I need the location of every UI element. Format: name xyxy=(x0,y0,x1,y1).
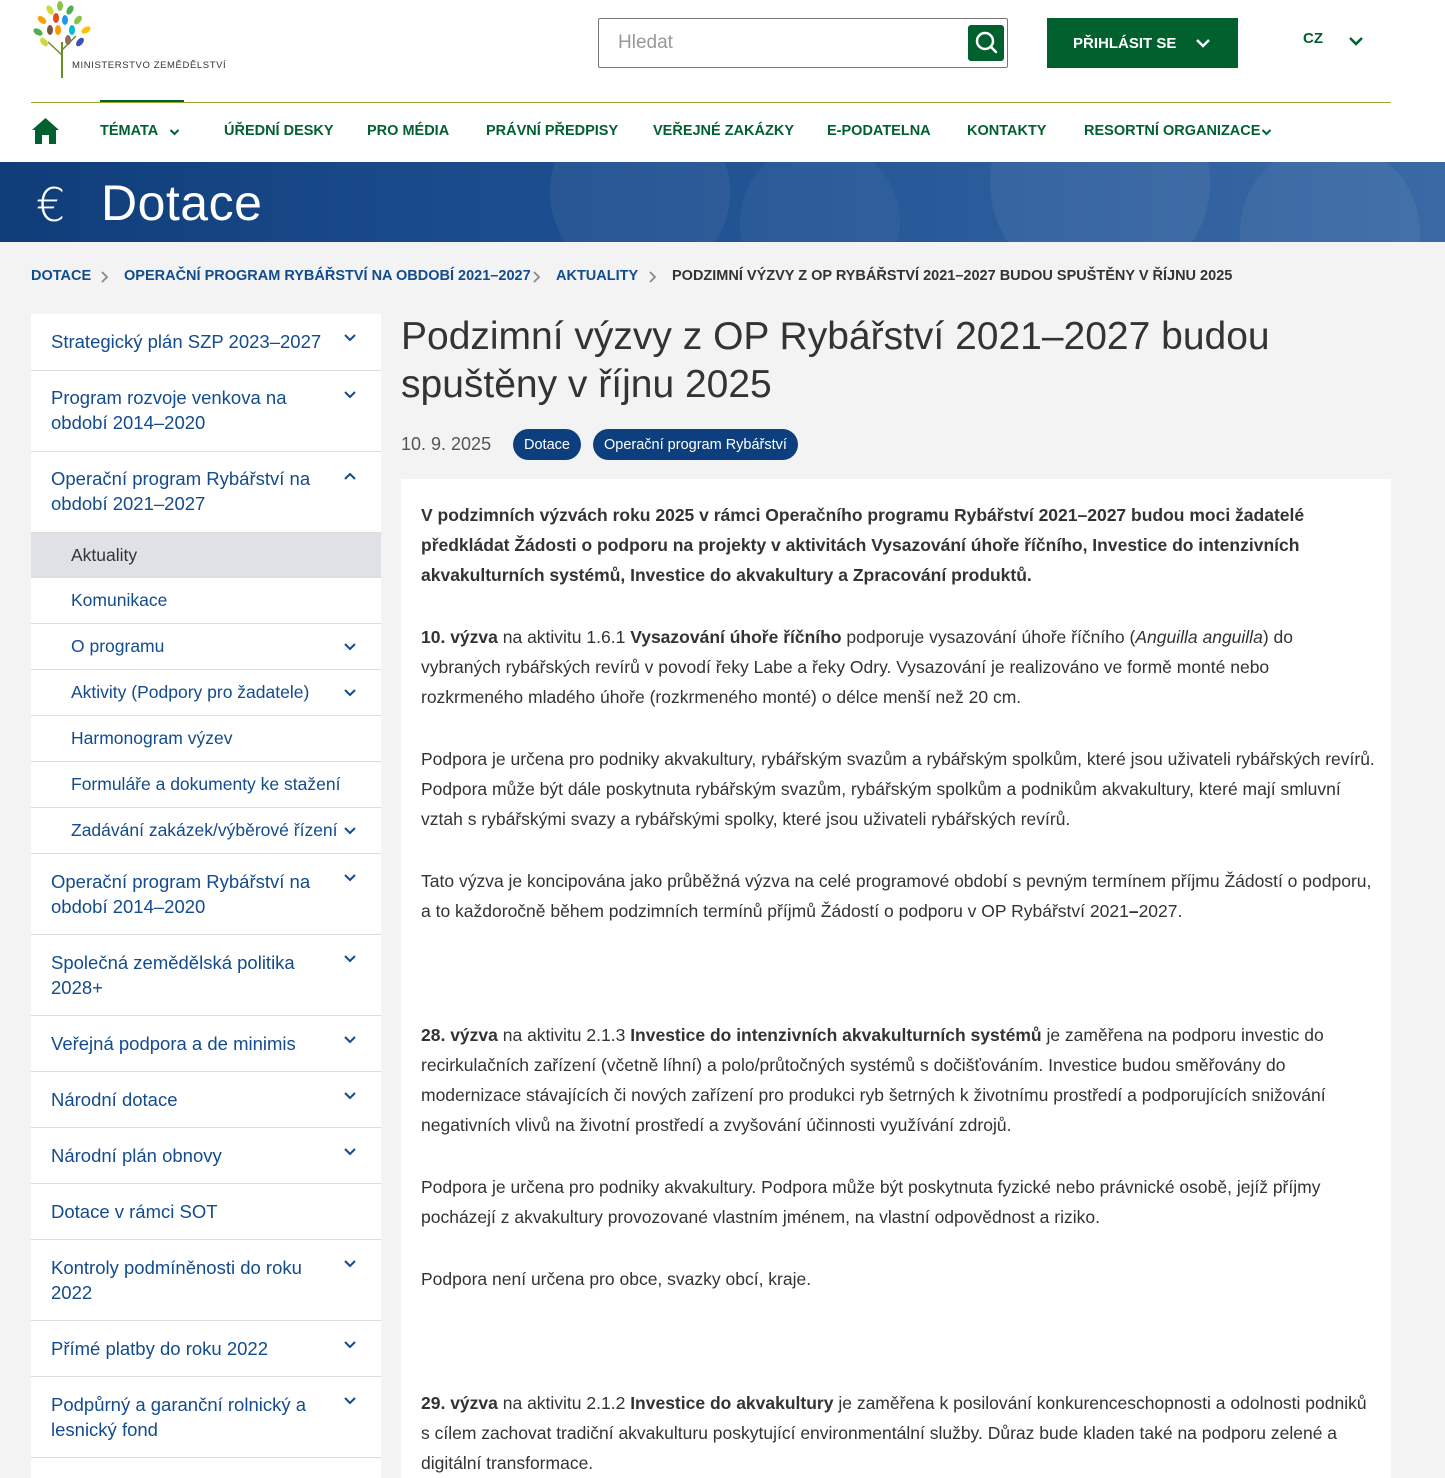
sidebar-item[interactable] xyxy=(31,1128,381,1184)
breadcrumb-current: PODZIMNÍ VÝZVY Z OP RYBÁŘSTVÍ 2021–2027 BUDOU SPUŠTĚNY V ŘÍJNU 2025 xyxy=(672,268,1233,284)
sidebar-subitem[interactable] xyxy=(31,624,381,670)
sidebar-subitem-active[interactable] xyxy=(31,533,381,578)
chevron-down-icon[interactable] xyxy=(343,952,357,966)
chevron-down-icon xyxy=(1195,35,1211,51)
breadcrumb-item[interactable]: DOTACE xyxy=(31,268,92,284)
article-paragraph: Podpora není určena pro obce, svazky obcí, kraje. xyxy=(421,1269,812,1289)
sidebar-item-label: Komunikace xyxy=(71,590,168,610)
tag-badge[interactable]: Dotace xyxy=(513,429,581,460)
section-banner xyxy=(0,162,1445,242)
article-paragraph: Podpora je určena pro podniky akvakultury. Podpora může být poskytnuta fyzické nebo právnické osobě, jejíž příjmy pocházejí z akvakultury provozované vlastním jménem, na vlastní odpovědnost a riziko. xyxy=(421,1177,1321,1227)
sidebar-item-label: Formuláře a dokumenty ke stažení xyxy=(71,774,341,794)
chevron-down-icon xyxy=(1261,127,1272,138)
sidebar-item[interactable] xyxy=(31,1377,381,1458)
sidebar-item-label: Zadávání zakázek/výběrové řízení xyxy=(71,820,338,840)
tag-badge[interactable]: Operační program Rybářství xyxy=(593,429,798,460)
chevron-down-icon[interactable] xyxy=(343,388,357,402)
login-label: PŘIHLÁSIT SE xyxy=(1073,34,1177,52)
sidebar-item[interactable] xyxy=(31,1184,381,1240)
chevron-right-icon xyxy=(531,270,541,284)
euro-icon: € xyxy=(36,178,66,232)
sidebar-item-label: Veřejná podpora a de minimis xyxy=(51,1033,296,1054)
chevron-down-icon[interactable] xyxy=(343,331,357,345)
article-date: 10. 9. 2025 xyxy=(401,434,492,454)
site-header xyxy=(0,0,1445,162)
sidebar-item[interactable] xyxy=(31,854,381,935)
article-paragraph: Tato výzva je koncipována jako průběžná výzva na celé programové období s pevným termínem příjmu Žádostí o podporu, a to každoročně během podzimních termínů příjmů Žádostí o podporu v OP Rybářství 2021–2027. xyxy=(421,871,1372,921)
nav-item-resortni-organizace[interactable]: RESORTNÍ ORGANIZACE xyxy=(1084,123,1261,139)
search-input[interactable] xyxy=(599,19,959,67)
chevron-right-icon xyxy=(99,270,109,284)
article-paragraph: 29. výzva na aktivitu 2.1.2 Investice do akvakultury je zaměřena k posilování konkurenceschopnosti a odolnosti podniků s cílem zachovat tradiční akvakulturu poskytující environmentální služby. Důraz bude kladen také na podporu zelené a digitální transformace. xyxy=(421,1393,1367,1473)
chevron-down-icon xyxy=(169,127,180,138)
nav-item-temata[interactable]: TÉMATA xyxy=(100,123,159,139)
nav-item-e-podatelna[interactable]: E-PODATELNA xyxy=(827,123,931,139)
login-button[interactable] xyxy=(1047,18,1238,68)
article-paragraph: 10. výzva na aktivitu 1.6.1 Vysazování úhoře říčního podporuje vysazování úhoře říčního (Anguilla anguilla) do vybraných rybářských revírů v povodí řeky Labe a řeky Odry. Vysazování je realizováno ve formě monté nebo rozkrmeného mladého úhoře (rozkrmeného monté) o délce menší než 20 cm. xyxy=(421,627,1293,707)
article-paragraph: Podpora je určena pro podniky akvakultury, rybářským svazům a rybářským spolkům, které jsou uživateli rybářských revírů. Podpora může být dále poskytnuta rybářským svazům, rybářským spolkům a podnikům akvakultury, které mají smluvní vztah s rybářskými svazy a rybářskými spolky, které jsou uživateli rybářských revírů. xyxy=(421,749,1375,829)
chevron-down-icon[interactable] xyxy=(1348,34,1364,50)
sidebar-item-label: Strategický plán SZP 2023–2027 xyxy=(51,331,322,352)
sidebar-item-label: Podpůrný a garanční rolnický a lesnický fond xyxy=(51,1394,307,1440)
language-selector[interactable]: CZ xyxy=(1303,30,1323,47)
sidebar-item[interactable] xyxy=(31,1321,381,1377)
chevron-down-icon[interactable] xyxy=(343,1089,357,1103)
nav-item-uredni-desky[interactable]: ÚŘEDNÍ DESKY xyxy=(224,123,334,139)
search-icon xyxy=(968,25,1004,61)
sidebar-item[interactable] xyxy=(31,314,381,371)
logo-text: MINISTERSTVO ZEMĚDĚLSTVÍ xyxy=(72,60,227,71)
sidebar-nav xyxy=(31,314,381,1478)
sidebar-item-expanded[interactable] xyxy=(31,452,381,533)
sidebar-subitem[interactable] xyxy=(31,670,381,716)
article-body xyxy=(401,479,1391,1478)
sidebar-item[interactable] xyxy=(31,1016,381,1072)
home-icon[interactable] xyxy=(31,117,60,145)
sidebar-item-label: Národní plán obnovy xyxy=(51,1145,222,1166)
ministry-logo[interactable] xyxy=(30,0,230,82)
sidebar-item-label: Harmonogram výzev xyxy=(71,728,233,748)
sidebar-item-label: Přímé platby do roku 2022 xyxy=(51,1338,268,1359)
chevron-down-icon[interactable] xyxy=(343,686,357,700)
sidebar-subitem[interactable] xyxy=(31,716,381,762)
chevron-down-icon[interactable] xyxy=(343,1145,357,1159)
nav-item-pro-media[interactable]: PRO MÉDIA xyxy=(367,123,450,139)
breadcrumb-item[interactable]: AKTUALITY xyxy=(556,268,639,284)
sidebar-item[interactable] xyxy=(31,1072,381,1128)
chevron-down-icon[interactable] xyxy=(343,640,357,654)
sidebar-item-label: Společná zemědělská politika 2028+ xyxy=(51,952,295,998)
sidebar-item[interactable] xyxy=(31,935,381,1016)
sidebar-item-label: Operační program Rybářství na období 2014–2020 xyxy=(51,871,311,917)
sidebar-item-label: Aktuality xyxy=(71,545,138,565)
sidebar-item-label: Kontroly podmíněnosti do roku 2022 xyxy=(51,1257,302,1303)
chevron-down-icon[interactable] xyxy=(343,871,357,885)
article-paragraph: 28. výzva na aktivitu 2.1.3 Investice do intenzivních akvakulturních systémů je zaměřena na podporu investic do recirkulačních zařízení (včetně líhní) a polo/průtočných systémů s dočišťováním. Investice budou směřovány do modernizace stávajících či nových zařízení pro produkci ryb šetrných k životnímu prostředí a podporujících snižování negativních vlivů na životní prostředí a zvyšování účinnosti využívání zdrojů. xyxy=(421,1025,1326,1135)
chevron-down-icon[interactable] xyxy=(343,1394,357,1408)
sidebar-subitem[interactable] xyxy=(31,578,381,624)
chevron-down-icon[interactable] xyxy=(343,1338,357,1352)
sidebar-item[interactable] xyxy=(31,1240,381,1321)
breadcrumb-item[interactable]: OPERAČNÍ PROGRAM RYBÁŘSTVÍ NA OBDOBÍ 2021–2027 xyxy=(124,268,531,284)
header-divider xyxy=(31,102,1391,103)
sidebar-item-label: Dotace v rámci SOT xyxy=(51,1201,218,1222)
sidebar-item-label: Operační program Rybářství na období 2021–2027 xyxy=(51,468,311,514)
sidebar-item[interactable] xyxy=(31,371,381,452)
search-box xyxy=(598,18,1008,68)
nav-item-pravni-predpisy[interactable]: PRÁVNÍ PŘEDPISY xyxy=(486,123,619,139)
chevron-down-icon[interactable] xyxy=(343,1033,357,1047)
nav-item-verejne-zakazky[interactable]: VEŘEJNÉ ZAKÁZKY xyxy=(653,123,794,139)
sidebar-item-label: O programu xyxy=(71,636,165,656)
chevron-down-icon[interactable] xyxy=(343,1257,357,1271)
chevron-right-icon xyxy=(647,270,657,284)
search-button[interactable] xyxy=(968,25,1004,61)
sidebar-item-label: Aktivity (Podpory pro žadatele) xyxy=(71,682,310,702)
sidebar-item-label: Program rozvoje venkova na období 2014–2020 xyxy=(51,387,287,433)
sidebar-subitem[interactable] xyxy=(31,808,381,854)
nav-item-kontakty[interactable]: KONTAKTY xyxy=(967,123,1047,139)
banner-title: Dotace xyxy=(101,175,263,231)
chevron-up-icon[interactable] xyxy=(343,469,357,483)
article-title: Podzimní výzvy z OP Rybářství 2021–2027 budou spuštěny v říjnu 2025 xyxy=(401,315,1270,406)
article-lead: V podzimních výzvách roku 2025 v rámci Operačního programu Rybářství 2021–2027 budou moci žadatelé předkládat Žádosti o podporu na projekty v aktivitách Vysazování úhoře říčního, Investice do intenzivních akvakulturních systémů, Investice do akvakultury a Zpracování produktů. xyxy=(421,505,1305,585)
chevron-down-icon[interactable] xyxy=(343,824,357,838)
sidebar-subitem[interactable] xyxy=(31,762,381,808)
sidebar-item-label: Národní dotace xyxy=(51,1089,178,1110)
